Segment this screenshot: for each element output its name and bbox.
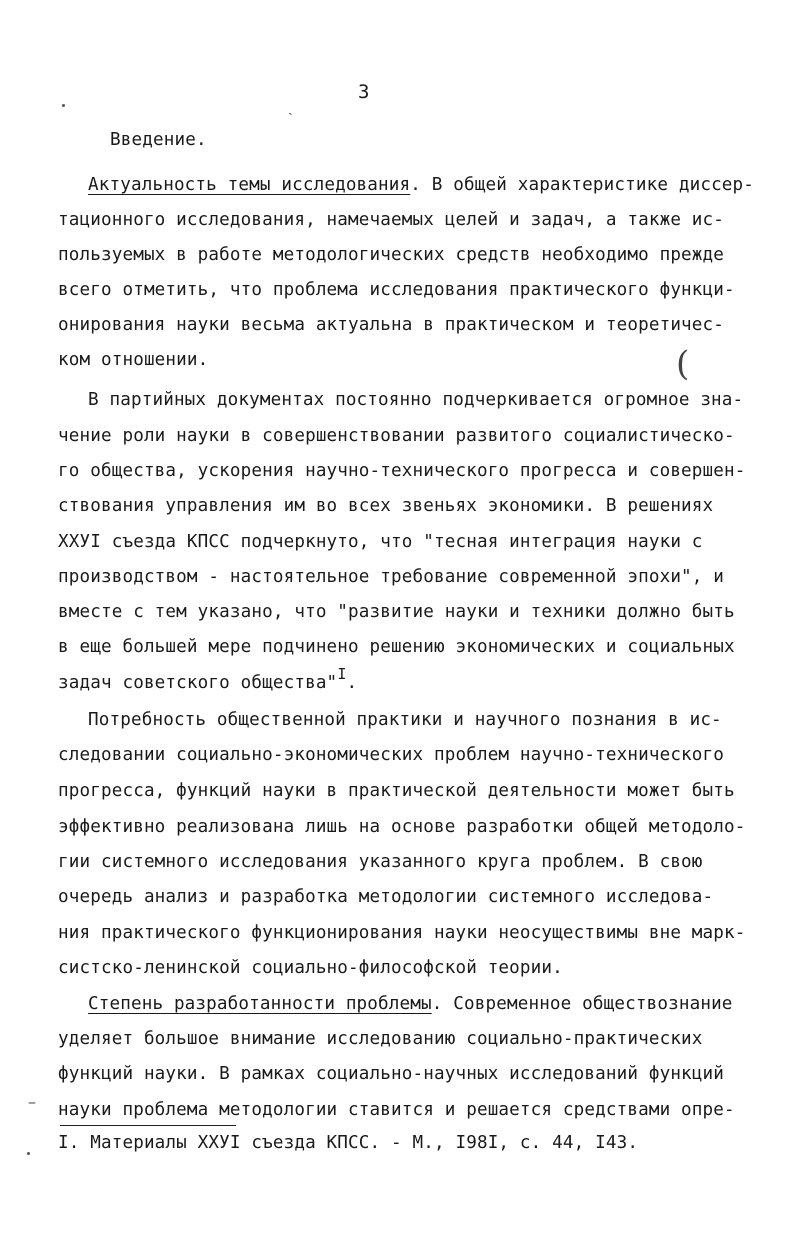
text-line-1 — [88, 173, 754, 197]
text-line-1-rest: . В общей характеристике диссер- — [410, 175, 755, 195]
text-line-5: онирования науки весьма актуальна в практическом и теоретичес- — [58, 315, 725, 335]
text-line-15-end: . — [346, 673, 358, 693]
text-line-26: функций науки. В рамках социально-научных исследований функций — [58, 1064, 725, 1084]
text-line-24-rest: . Современное обществознание — [431, 994, 733, 1014]
text-line-18: прогресса, функций науки в практической деятельности может быть — [58, 781, 735, 801]
text-line-22: ния практического функционирования науки неосуществимы вне марк- — [58, 923, 746, 943]
page-number: 3 — [358, 81, 370, 103]
text-line-10: ствования управления им во всех звеньях экономики. В решениях — [58, 496, 714, 516]
footnote-reference: I — [337, 665, 347, 683]
text-line-20: гии системного исследования указанного круга проблем. В свою — [58, 852, 703, 872]
text-line-2: тационного исследования, намечаемых целей и задач, а также ис- — [58, 210, 725, 230]
text-line-21: очередь анализ и разработка методологии системного исследова- — [58, 887, 714, 907]
text-line-11: XXУI съезда КПСС подчеркнуто, что "тесная интеграция науки с — [58, 532, 703, 552]
text-line-16: Потребность общественной практики и научного познания в ис- — [88, 710, 722, 730]
text-line-12: производством - настоятельное требование современной эпохи", и — [58, 567, 725, 587]
text-line-8: чение роли науки в совершенствовании развитого социалистическо- — [58, 426, 735, 446]
text-line-23: систско-ленинской социально-философской теории. — [58, 958, 563, 978]
section-heading: Введение. — [110, 130, 207, 150]
underlined-heading-elaboration: Степень разработанности проблемы — [88, 994, 432, 1014]
footnote-separator — [60, 1125, 236, 1126]
text-line-4: всего отметить, что проблема исследования практического функци- — [58, 280, 735, 300]
text-line-15 — [58, 665, 358, 695]
margin-bracket-mark: ( — [676, 344, 690, 384]
text-line-6: ком отношении. — [58, 350, 209, 370]
text-line-19: эффективно реализована лишь на основе разработки общей методоло- — [58, 817, 746, 837]
text-line-24 — [88, 992, 733, 1016]
text-line-15-body: задач советского общества" — [58, 673, 338, 693]
margin-dash-mark: – — [28, 1092, 36, 1111]
scan-tick: ˏ — [288, 100, 293, 116]
footnote-text: I. Материалы XXУI съезда КПСС. - М., I98I, с. 44, I43. — [58, 1133, 639, 1153]
text-line-13: вместе с тем указано, что "развитие науки и техники должно быть — [58, 602, 735, 622]
text-line-27: науки проблема методологии ставится и решается средствами опре- — [58, 1100, 735, 1120]
text-line-9: го общества, ускорения научно-технического прогресса и совершен- — [58, 461, 746, 481]
scan-speck — [62, 104, 65, 107]
underlined-heading-actuality: Актуальность темы исследования — [88, 175, 411, 195]
text-line-17: следовании социально-экономических проблем научно-технического — [58, 745, 725, 765]
text-line-3: пользуемых в работе методологических средств необходимо прежде — [58, 245, 725, 265]
text-line-7: В партийных документах постоянно подчеркивается огромное зна- — [88, 390, 744, 410]
text-line-25: уделяет большое внимание исследованию социально-практических — [58, 1029, 703, 1049]
text-line-14: в еще большей мере подчинено решению экономических и социальных — [58, 637, 735, 657]
scan-speck-2 — [27, 1152, 30, 1155]
